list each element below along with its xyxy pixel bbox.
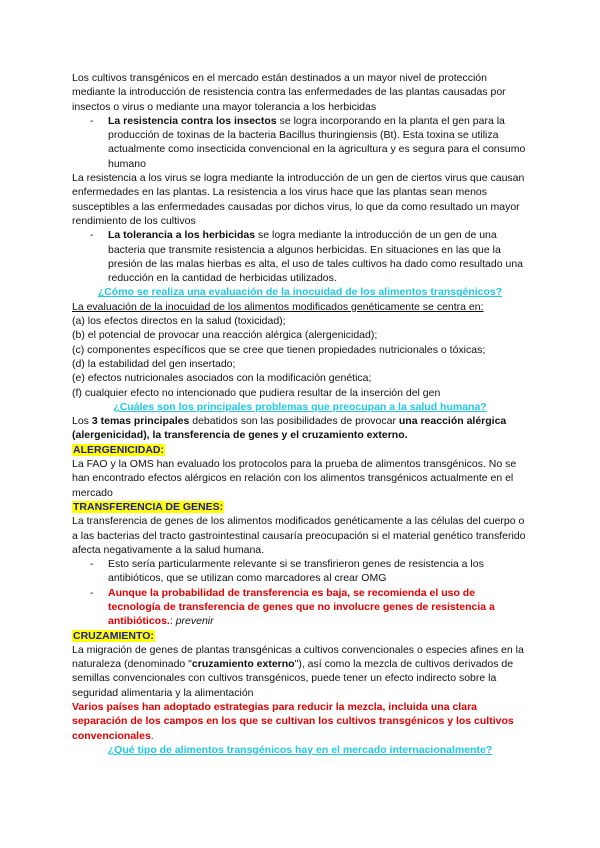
bullet-recommendation (72, 586, 528, 629)
highlighted-heading: CRUZAMIENTO: (73, 629, 154, 642)
evaluation-intro: La evaluación de la inocuidad de los alimentos modificados genéticamente se centra en: (72, 300, 484, 313)
bullet-dash: - (90, 229, 94, 242)
main-topics-paragraph (72, 414, 528, 443)
bullet-text: se logra mediante la introducción de un gen de una bacteria que transmite resistencia a algunos herbicidas. En situaciones en las que la presión de las malas hierbas es alta, el uso de tales cultivos ha dado como resultado una reducción en la cantidad de herbicidas utilizados. (108, 229, 523, 285)
bullet-dash: - (90, 586, 94, 599)
evaluation-item: (a) los efectos directos en la salud (toxicidad); (72, 315, 286, 328)
highlighted-heading: ALERGENICIDAD: (73, 443, 164, 456)
bullet-text: se logra incorporando en la planta el gen para la producción de toxinas de la bacteria Bacillus thuringiensis (Bt). Esta toxina se utiliza actualmente como insecticida convencional en la agricultura y es segura para el consumo humano (108, 114, 526, 170)
section-heading-transferencia (72, 500, 528, 514)
red-text: Varios países han adoptado estrategias para reducir la mezcla, incluida una clara separación de los campos en los que se cultivan los cultivos transgénicos y los cultivos convencionales (72, 701, 514, 742)
virus-resistance-paragraph: La resistencia a los virus se logra mediante la introducción de un gen de ciertos virus que causan enfermedades en las plantas. La resistencia a los virus hace que las plantas sean menos susceptibles a las enfermedades causadas por dichos virus, lo que da como resultado un mayor rendimiento de los cultivos (72, 172, 525, 227)
bold-run: 3 temas principales (91, 415, 190, 428)
bullet-herbicide-tolerance (72, 228, 528, 285)
section-heading-alergenicidad (72, 443, 528, 457)
text-run: debatidos son las posibilidades de provocar (189, 415, 399, 428)
question-heading-2: ¿Cuáles son los principales problemas que preocupan a la salud humana? (113, 400, 487, 413)
strategies-paragraph (72, 700, 528, 743)
evaluation-item: (f) cualquier efecto no intencionado que pudiera resultar de la inserción del gen (72, 386, 441, 399)
highlighted-heading: TRANSFERENCIA DE GENES: (73, 500, 224, 513)
question-heading-3: ¿Qué tipo de alimentos transgénicos hay en el mercado internacionalmente? (107, 743, 493, 756)
bullet-antibiotic-markers (72, 557, 528, 586)
bullet-dash: - (90, 114, 94, 127)
cruzamiento-paragraph (72, 643, 528, 700)
evaluation-item: (b) el potencial de provocar una reacción alérgica (alergenicidad); (72, 329, 378, 342)
intro-paragraph: Los cultivos transgénicos en el mercado están destinados a un mayor nivel de protección mediante la introducción de resistencia contra las enfermedades de las plantas causadas por insectos o virus o mediante una mayor tolerancia a los herbicidas (72, 72, 506, 113)
bullet-bold-term: La tolerancia a los herbicidas (108, 229, 256, 242)
bullet-bold-term: La resistencia contra los insectos (108, 114, 277, 127)
text-run: La migración de genes de plantas transgénicas a cultivos convencionales o especies afines en la naturaleza (denominado " (72, 643, 524, 671)
text-run: "), así como la mezcla de cultivos derivados de semillas convencionales con cultivos transgénicos, puede tener un efecto indirecto sobre la seguridad alimentaria y la alimentación (72, 658, 514, 699)
evaluation-item: (d) la estabilidad del gen insertado; (72, 357, 236, 370)
section-heading-cruzamiento (72, 629, 528, 643)
italic-note: prevenir (175, 615, 214, 628)
document-body (72, 71, 528, 757)
bold-run: cruzamiento externo (191, 658, 295, 671)
bullet-insect-resistance (72, 114, 528, 171)
bullet-dash: - (90, 558, 94, 571)
text-run: . (150, 729, 154, 742)
text-run: : (169, 615, 176, 628)
bullet-text: Esto sería particularmente relevante si se transfirieron genes de resistencia a los antibióticos, que se utilizan como marcadores al crear OMG (108, 558, 484, 585)
evaluation-item: (c) componentes específicos que se cree que tienen propiedades nutricionales o tóxicas; (72, 343, 486, 356)
bullet-red-text: Aunque la probabilidad de transferencia es baja, se recomienda el uso de tecnología de transferencia de genes que no involucre genes de resistencia a antibióticos. (108, 586, 495, 628)
evaluation-item: (e) efectos nutricionales asociados con la modificación genética; (72, 372, 372, 385)
bold-run: una reacción alérgica (alergenicidad), la transferencia de genes y el cruzamiento externo. (72, 415, 507, 442)
transferencia-paragraph: La transferencia de genes de los alimentos modificados genéticamente a las células del cuerpo o a las bacterias del tracto gastrointestinal causaría preocupación si el material genético transferido afecta negativamente a la salud humana. (72, 515, 526, 556)
text-run: Los (72, 415, 92, 428)
question-heading-1: ¿Cómo se realiza una evaluación de la inocuidad de los alimentos transgénicos? (97, 286, 503, 299)
alergenicidad-paragraph: La FAO y la OMS han evaluado los protocolos para la prueba de alimentos transgénicos. No se han encontrado efectos alérgicos en relación con los alimentos transgénicos actualmente en el mercado (72, 458, 517, 499)
